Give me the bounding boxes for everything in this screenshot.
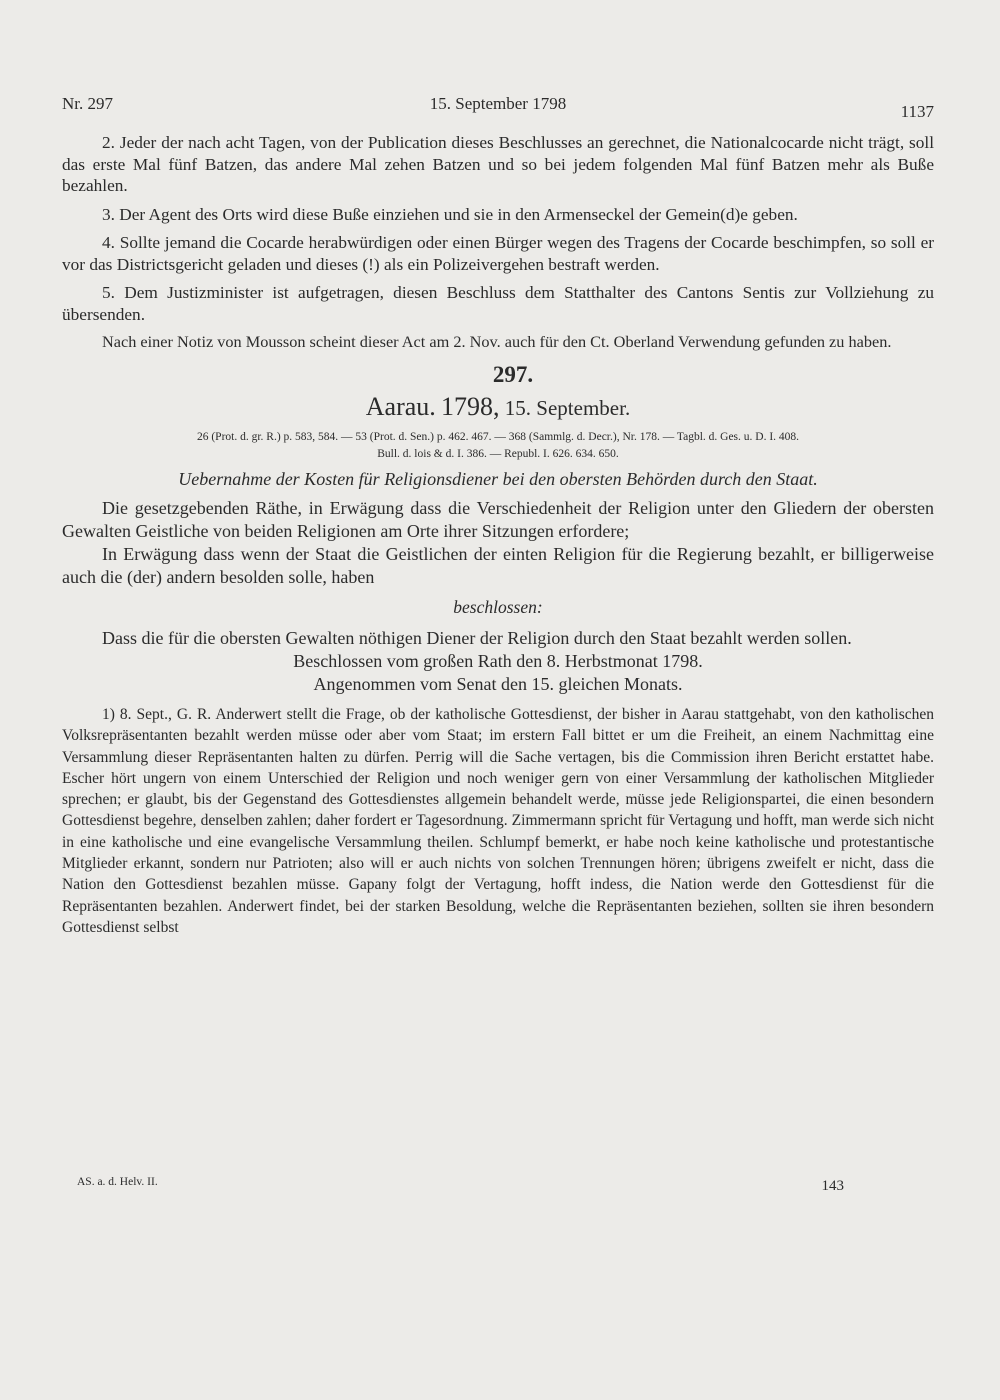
page-body [62,132,934,938]
debate-minutes: 1) 8. Sept., G. R. Anderwert stellt die Frage, ob der katholische Gottesdienst, der bisher in Aarau stattgehabt, von den katholischen Volksrepräsentanten bezahlt werden müsse oder aber vom Staat; im erstern Fall bittet er um die Freiheit, an einem Nachmittag eine Versammlung dieser Repräsentanten halten zu dürfen. Perrig will die Sache vertagen, bis die Commission ihren Bericht erstattet habe. Escher hört ungern von einem Unterschied der Religion und noch weniger gern von einer Versammlung der katholischen Mitglieder sprechen; er glaubt, bis der Gegenstand des Gottesdienstes allgemein behandelt werde, müsse jede Religionspartei, die einen besondern Gottesdienst begehre, denselben zahlen; daher fordert er Tagesordnung. Zimmermann spricht für Vertagung und hofft, man werde sich nicht in eine katholische und eine evangelische Versammlung theilen. Schlumpf bemerkt, er habe noch keine katholische und protestantische Mitglieder erkannt, sondern nur Patrioten; also will er auch nichts von solchen Trennungen hören; übrigens zweifelt er nicht, dass die Nation den Gottesdienst bezahlen müsse. Gapany folgt der Vertagung, hofft indess, die Nation werde den Gottesdienst für die Repräsentanten bezahlen. Anderwert findet, bei der starken Besoldung, welche die Repräsentanten beziehen, sollten sie ihren besondern Gottesdienst selbst [62,706,934,936]
article-3: 3. Der Agent des Orts wird diese Buße einziehen und sie in den Armenseckel der Gemein(d)e geben. [102,204,798,224]
accepted-senate: Angenommen vom Senat den 15. gleichen Monats. [313,674,683,694]
document-year: 1798, [441,392,500,421]
page-footer [62,1176,934,1206]
preamble-2: In Erwägung dass wenn der Staat die Geistlichen der einten Religion für die Regierung bezahlt, er billigerweise auch die (der) andern besolden solle, haben [62,544,934,587]
document-dateline [62,392,934,423]
resolved-heading: beschlossen: [453,597,543,617]
header-date: 15. September 1798 [429,94,567,113]
document-number-header: Nr. 297 [62,94,113,113]
document-date: 15. September. [504,396,631,420]
sources-line-1: 26 (Prot. d. gr. R.) p. 583, 584. — 53 (Prot. d. Sen.) p. 462. 467. — 368 (Sammlg. d. Decr.), Nr. 178. — Tagbl. d. Ges. u. D. I. 408. [196,431,800,443]
page-number: 1137 [900,102,934,121]
document-title: Uebernahme der Kosten für Religionsdiener bei den obersten Behörden durch den Staat. [178,469,818,489]
source-references [62,429,934,463]
running-header [62,94,934,124]
sheet-number: 143 [821,1178,844,1194]
preamble-1: Die gesetzgebenden Räthe, in Erwägung dass die Verschiedenheit der Religion unter den Gliedern der obersten Gewalten Geistliche von beiden Religionen am Orte ihrer Sitzungen erfordere; [62,498,934,541]
sheet-signature: AS. a. d. Helv. II. [77,1176,158,1188]
passed-great-council: Beschlossen vom großen Rath den 8. Herbstmonat 1798. [293,651,703,671]
article-2: 2. Jeder der nach acht Tagen, von der Publication dieses Beschlusses an gerechnet, die Nationalcocarde nicht trägt, soll das erste Mal fünf Batzen, das andere Mal zehen Batzen und so bei jedem folgenden Mal fünf Batzen mehr als Buße bezahlen. [62,133,934,195]
resolution-text: Dass die für die obersten Gewalten nöthigen Diener der Religion durch den Staat bezahlt werden sollen. [102,628,852,648]
document-place: Aarau. [365,392,436,421]
editorial-note: Nach einer Notiz von Mousson scheint dieser Act am 2. Nov. auch für den Ct. Oberland Verwendung gefunden zu haben. [102,332,892,351]
article-5: 5. Dem Justizminister ist aufgetragen, diesen Beschluss dem Statthalter des Cantons Sentis zur Vollziehung zu übersenden. [62,283,934,324]
article-4: 4. Sollte jemand die Cocarde herabwürdigen oder einen Bürger wegen des Tragens der Cocarde beschimpfen, so soll er vor das Districtsgericht geladen und dieses (!) als ein Polizeivergehen bestraft werden. [62,233,934,274]
document-number: 297. [492,362,534,387]
sources-line-2: Bull. d. lois & d. I. 386. — Republ. I. 626. 634. 650. [377,448,619,460]
